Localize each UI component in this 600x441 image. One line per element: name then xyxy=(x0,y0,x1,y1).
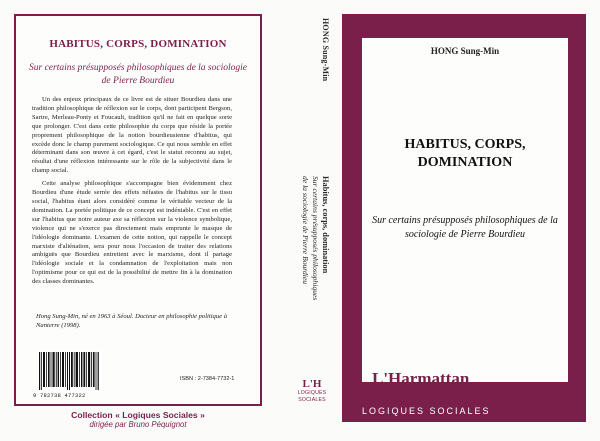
publisher-logo xyxy=(372,370,472,400)
blurb-paragraph-2: Cette analyse philosophique s'accompagne bien évidemment chez Bourdieu d'une étude serrée des effets néfastes de l'habitus sur le tissu social, l'habitus étant alors considéré comme le véritable vecteur de la domination. La portée politique de ce concept est indéniable. C'est en effet sur l'habitus que notre auteur axe sa réflexion sur la violence symbolique, violence qui ne s'exerce pas directement mais emprunte le masque de l'idéologie dominante. L'examen de cette notion, qui rappelle le concept marxiste d'aliénation, sera pour nous l'occasion de traiter des relations ambiguës que Bourdieu entretient avec le marxisme, dont il partage l'idéologie sociale et la condamnation de l'exploitation mais non l'optimisme pour ce qui est de la possibilité de mettre fin à la domination des classes dominantes. xyxy=(32,180,232,286)
spine-logo-word-2: SOCIALES xyxy=(298,396,326,403)
front-cover-title xyxy=(362,136,568,172)
back-cover-blurb xyxy=(32,96,232,291)
blurb-paragraph-1: Un des enjeux principaux de ce livre est de situer Bourdieu dans une tradition philosophique de réflexion sur le corps, dont participent Bergson, Sartre, Merleau-Ponty et Foucault, tradition qu'il ne fait en quelque sorte que prolonger. C'est dans cette philosophie du corps que réside la portée proprement philosophique de la notion bourdieusienne d'habitus, qui excède donc le champ purement sociologique. Ce qui nous semble en effet déterminant dans son œuvre à cet égard, c'est le statut reconnu au sujet, résultat d'une réflexion intéressante sur le rôle de la subjectivité dans le champ social. xyxy=(32,96,232,175)
spine-subtitle-line-1: Sur certains présupposés philosophiques xyxy=(311,176,320,301)
barcode-image xyxy=(36,350,102,392)
front-cover-subtitle: Sur certains présupposés philosophiques de la sociologie de Pierre Bourdieu xyxy=(372,215,558,240)
collection-director: dirigée par Bruno Péquignot xyxy=(89,420,187,429)
author-note: Hong Sung-Min, né en 1963 à Séoul. Docteur en philosophie politique à Nanterre (1998). xyxy=(36,313,228,329)
spine-author: HONG Sung-Min xyxy=(321,18,330,82)
spine-subtitle-line-2: de la sociologie de Pierre Bourdieu xyxy=(301,176,310,285)
collection-credit xyxy=(14,410,262,430)
spine-logo-word-1: LOGIQUES xyxy=(297,390,327,396)
isbn-label: ISBN : 2-7384-7732-1 xyxy=(180,376,235,382)
series-band: LOGIQUES SOCIALES xyxy=(352,403,582,419)
collection-name: Collection « Logiques Sociales » xyxy=(71,410,205,420)
back-cover-subtitle: Sur certains présupposés philosophiques de la sociologie de Pierre Bourdieu xyxy=(29,63,247,86)
back-cover-title: HABITUS, CORPS, DOMINATION xyxy=(49,38,227,50)
front-cover-author: HONG Sung-Min xyxy=(430,46,500,56)
front-cover-panel xyxy=(362,38,568,382)
front-title-line-1: HABITUS, CORPS, xyxy=(404,137,526,152)
barcode-number: 9 782738 477322 xyxy=(33,392,86,399)
front-title-line-2: DOMINATION xyxy=(417,155,513,170)
spine-publisher-logo xyxy=(290,378,334,430)
publisher-name: L'Harmattan xyxy=(372,369,470,388)
spine xyxy=(276,0,340,441)
spine-title: Habitus, corps, domination xyxy=(321,176,330,274)
spine-logo-mark: L'H xyxy=(302,378,322,390)
spine-subtitle xyxy=(300,176,320,300)
